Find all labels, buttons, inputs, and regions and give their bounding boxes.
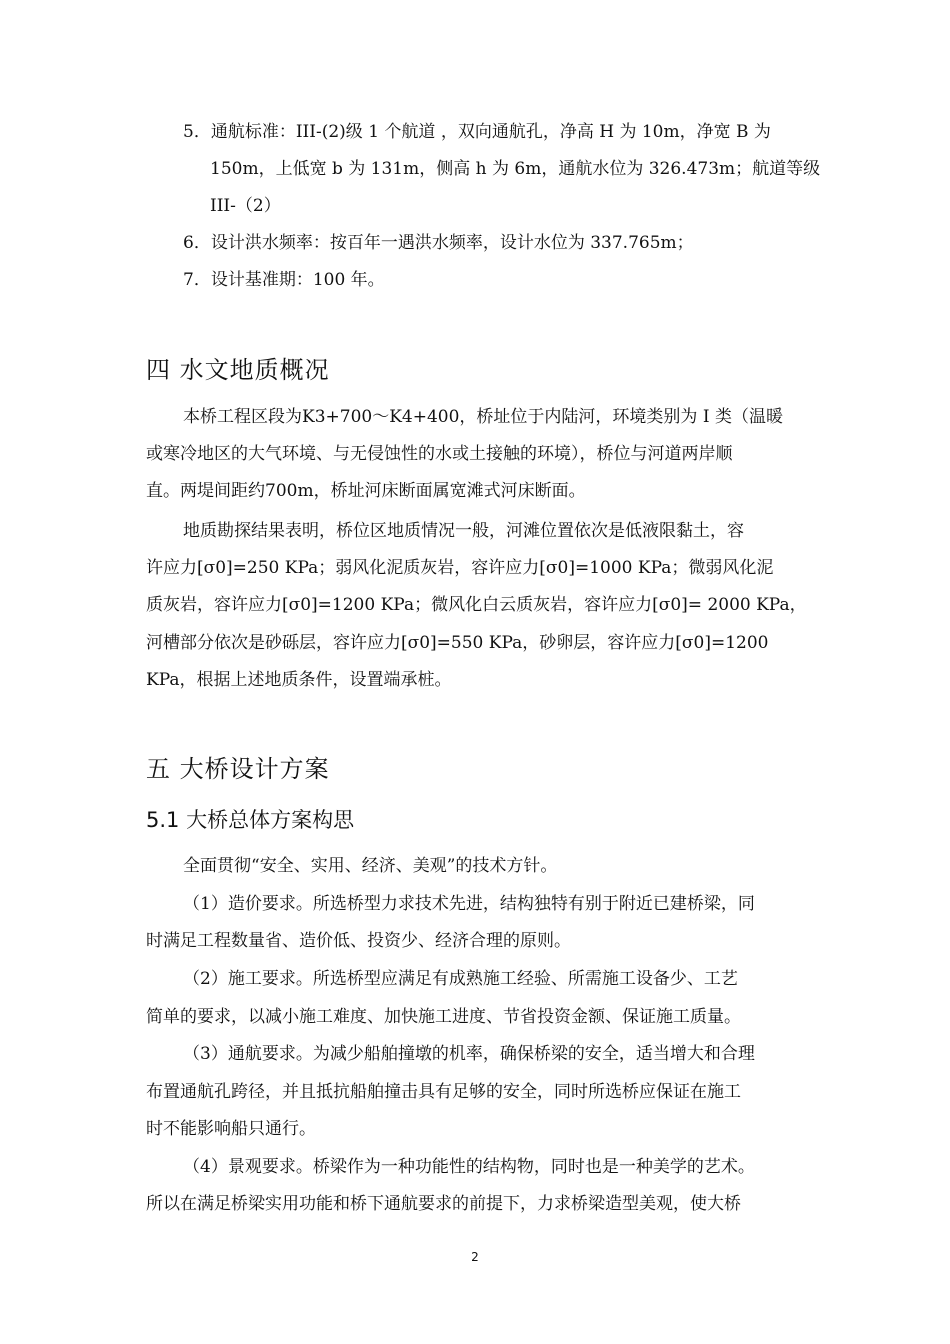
requirement-4-line-1: （4）景观要求。桥梁作为一种功能性的结构物，同时也是一种美学的艺术。 xyxy=(183,1157,755,1177)
section-4-para-2-line-3: 质灰岩，容许应力[σ0]=1200 KPa；微风化白云质灰岩，容许应力[σ0]= 2000 KPa， xyxy=(146,595,807,615)
section-4-para-1-line-1: 本桥工程区段为K3+700～K4+400，桥址位于内陆河，环境类别为 I 类（温暖 xyxy=(183,407,783,427)
list-item-6: 6．设计洪水频率：按百年一遇洪水频率，设计水位为 337.765m； xyxy=(183,233,694,253)
section-4-para-2-line-4: 河槽部分依次是砂砾层，容许应力[σ0]=550 KPa，砂卵层，容许应力[σ0]=1200 xyxy=(146,633,769,653)
page-number: 2 xyxy=(471,1250,479,1264)
requirement-4-line-2: 所以在满足桥梁实用功能和桥下通航要求的前提下，力求桥梁造型美观，使大桥 xyxy=(146,1194,741,1214)
requirement-3-line-1: （3）通航要求。为减少船舶撞墩的机率，确保桥梁的安全，适当增大和合理 xyxy=(183,1044,755,1064)
section-4-para-2-line-2: 许应力[σ0]=250 KPa；弱风化泥质灰岩，容许应力[σ0]=1000 KPa；微弱风化泥 xyxy=(146,558,774,578)
requirement-3-line-2: 布置通航孔跨径，并且抵抗船舶撞击具有足够的安全，同时所选桥应保证在施工 xyxy=(146,1082,741,1102)
requirement-2-line-1: （2）施工要求。所选桥型应满足有成熟施工经验、所需施工设备少、工艺 xyxy=(183,969,738,989)
section-4-para-2-line-1: 地质勘探结果表明，桥位区地质情况一般，河滩位置依次是低液限黏土，容 xyxy=(183,521,744,541)
section-5-intro: 全面贯彻“安全、实用、经济、美观”的技术方针。 xyxy=(183,856,558,876)
list-item-5-line-1: 5．通航标准：III-(2)级 1 个航道 ，双向通航孔，净高 H 为 10m，净宽 B 为 xyxy=(183,122,771,142)
section-4-para-1-line-3: 直。两堤间距约700m，桥址河床断面属宽滩式河床断面。 xyxy=(146,481,586,501)
list-item-7: 7．设计基准期：100 年。 xyxy=(183,270,385,290)
requirement-1-line-1: （1）造价要求。所选桥型力求技术先进，结构独特有别于附近已建桥梁，同 xyxy=(183,894,755,914)
section-4-para-1-line-2: 或寒冷地区的大气环境、与无侵蚀性的水或土接触的环境），桥位与河道两岸顺 xyxy=(146,444,733,464)
section-5-heading: 五 大桥设计方案 xyxy=(146,755,330,783)
list-item-5-line-3: III-（2） xyxy=(210,196,281,216)
list-item-5-line-2: 150m，上低宽 b 为 131m，侧高 h 为 6m，通航水位为 326.473m；航道等级 xyxy=(210,159,821,179)
section-5-1-heading: 5.1 大桥总体方案构思 xyxy=(146,808,355,832)
section-4-para-2-line-5: KPa，根据上述地质条件，设置端承桩。 xyxy=(146,670,452,690)
requirement-1-line-2: 时满足工程数量省、造价低、投资少、经济合理的原则。 xyxy=(146,931,571,951)
requirement-3-line-3: 时不能影响船只通行。 xyxy=(146,1119,316,1139)
requirement-2-line-2: 简单的要求，以减小施工难度、加快施工进度、节省投资金额、保证施工质量。 xyxy=(146,1007,741,1027)
section-4-heading: 四 水文地质概况 xyxy=(146,356,330,384)
